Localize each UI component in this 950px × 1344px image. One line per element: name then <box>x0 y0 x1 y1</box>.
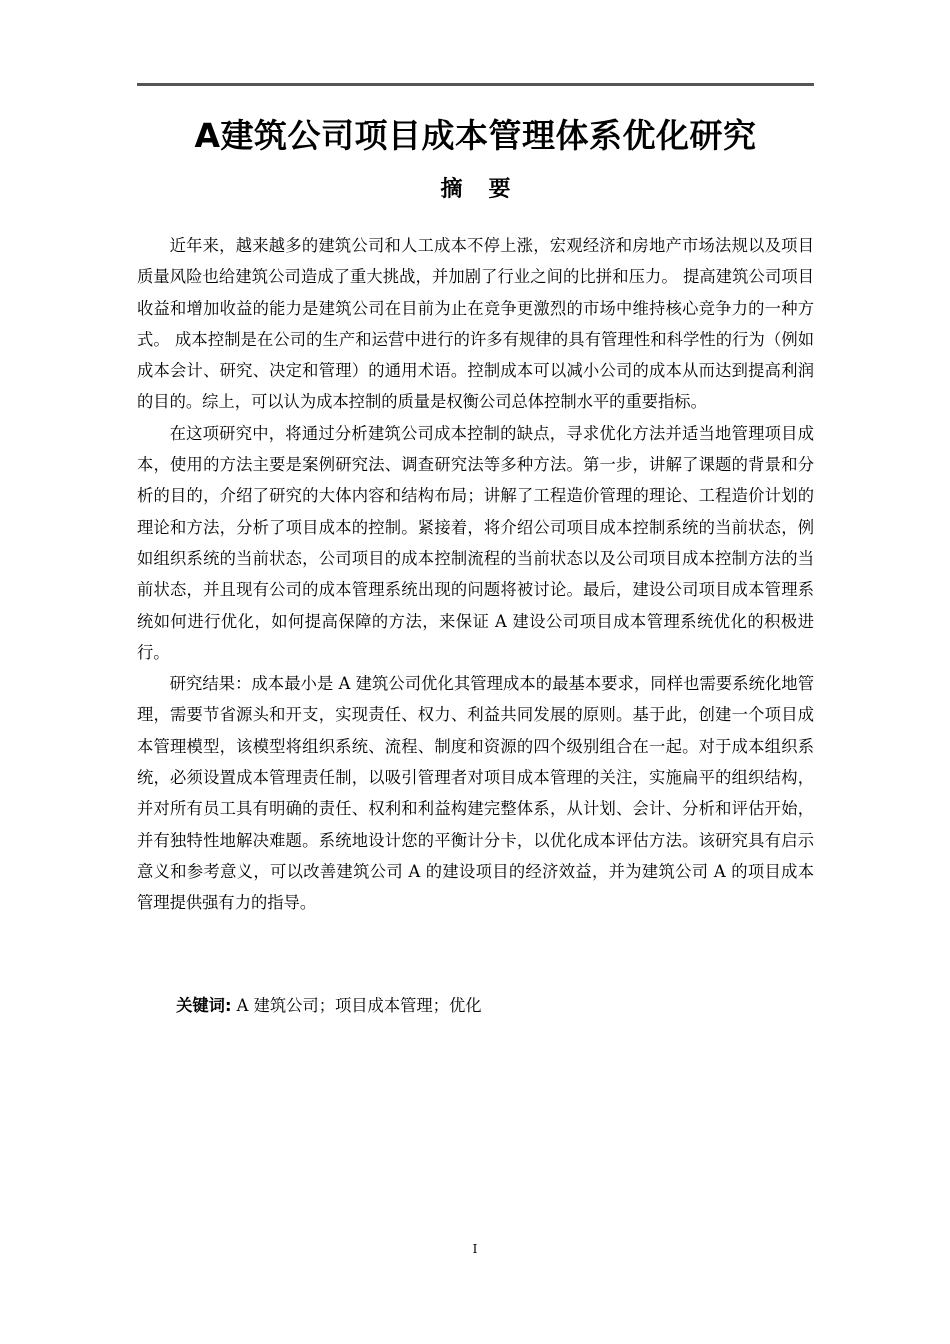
abstract-paragraph-1: 近年来，越来越多的建筑公司和人工成本不停上涨，宏观经济和房地产市场法规以及项目质量风险也给建筑公司造成了重大挑战，并加剧了行业之间的比拼和压力。 提高建筑公司项目收益和增加收益的能力是建筑公司在目前为止在竞争更激烈的市场中维持核心竞争力的一种方式。 成本控制是在公司的生产和运营中进行的许多有规律的具有管理性和科学性的行为（例如成本会计、研究、决定和管理）的通用术语。控制成本可以减小公司的成本从而达到提高利润的目的。综上，可以认为成本控制的质量是权衡公司总体控制水平的重要指标。 <box>137 236 814 412</box>
abstract-body <box>137 230 814 919</box>
keywords-text: A 建筑公司；项目成本管理；优化 <box>231 996 482 1015</box>
document-title: A建筑公司项目成本管理体系优化研究 <box>194 116 757 155</box>
header-rule <box>137 83 814 86</box>
page-number: I <box>472 1242 478 1256</box>
keywords-line <box>137 990 814 1021</box>
abstract-paragraph-3: 研究结果：成本最小是 A 建筑公司优化其管理成本的最基本要求，同样也需要系统化地管理，需要节省源头和开支，实现责任、权力、利益共同发展的原则。基于此，创建一个项目成本管理模型，该模型将组织系统、流程、制度和资源的四个级别组合在一起。对于成本组织系统，必须设置成本管理责任制，以吸引管理者对项目成本管理的关注，实施扁平的组织结构，并对所有员工具有明确的责任、权利和利益构建完整体系，从计划、会计、分析和评估开始，并有独特性地解决难题。系统地设计您的平衡计分卡，以优化成本评估方法。该研究具有启示意义和参考意义，可以改善建筑公司 A 的建设项目的经济效益，并为建筑公司 A 的项目成本管理提供强有力的指导。 <box>137 674 814 913</box>
abstract-paragraph-2: 在这项研究中，将通过分析建筑公司成本控制的缺点，寻求优化方法并适当地管理项目成本，使用的方法主要是案例研究法、调查研究法等多种方法。第一步，讲解了课题的背景和分析的目的，介绍了研究的大体内容和结构布局；讲解了工程造价管理的理论、工程造价计划的理论和方法，分析了项目成本的控制。紧接着，将介绍公司项目成本控制系统的当前状态，例如组织系统的当前状态，公司项目的成本控制流程的当前状态以及公司项目成本控制方法的当前状态，并且现有公司的成本管理系统出现的问题将被讨论。最后，建设公司项目成本管理系统如何进行优化，如何提高保障的方法，来保证 A 建设公司项目成本管理系统优化的积极进行。 <box>137 423 814 662</box>
abstract-heading: 摘要 <box>440 177 537 202</box>
keywords-label: 关键词: <box>176 996 232 1015</box>
